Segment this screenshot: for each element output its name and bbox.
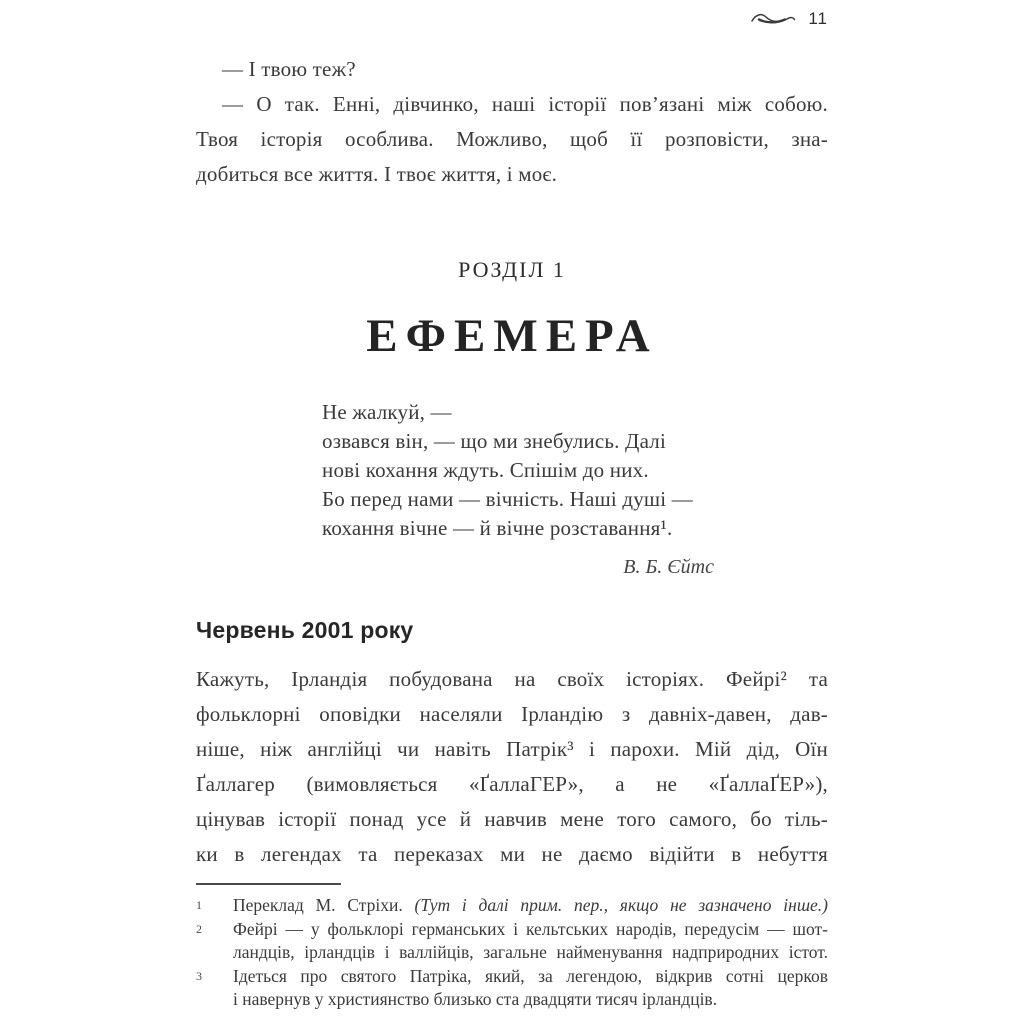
footnote-line: Фейрі — у фольклорі германських і кельтських народів, передусім — шот- — [233, 918, 828, 939]
footnote-marker: 1 — [196, 898, 202, 912]
footnote-marker: 3 — [196, 968, 202, 983]
footnote-marker: 2 — [196, 921, 202, 936]
dialogue-line: — І твою теж? — [222, 57, 356, 81]
body-line: Ґаллагер (вимовляється «ҐаллаГЕР», а не «ҐаллаҐЕР»), — [196, 772, 828, 796]
dialogue-line: Твоя історія особлива. Можливо, щоб її розповісти, зна- — [196, 127, 828, 151]
page-number: 11 — [808, 9, 828, 28]
dialogue-block — [196, 52, 828, 192]
footnote-text — [233, 918, 828, 965]
poem-line: Бо перед нами — вічність. Наші душі — — [322, 487, 693, 511]
dialogue-line: добиться все життя. І твоє життя, і моє. — [196, 162, 558, 186]
page-content — [196, 0, 828, 1012]
poem-line: кохання вічне — й вічне розставання¹. — [322, 516, 673, 540]
body-line: ніше, ніж англійці чи навіть Патрік³ і парохи. Мій дід, Оїн — [196, 737, 828, 761]
footnote-line: ландців, ірландців і валлійців, загальне найменування надприродних істот. — [233, 942, 828, 962]
footnote-text — [233, 965, 828, 1012]
poem-attribution: В. Б. Єйтс — [623, 556, 714, 578]
footnote-text-italic: (Тут і далі прим. пер., якщо не зазначено інше.) — [414, 895, 829, 915]
footnote-text-normal: Переклад М. Стріхи. — [233, 895, 415, 915]
dialogue-line: — О так. Енні, дівчинко, наші історії пов’язані між собою. — [222, 92, 828, 116]
body-line: Кажуть, Ірландія побудована на своїх історіях. Фейрі² та — [196, 667, 828, 691]
body-paragraph — [196, 662, 828, 872]
poem-line: нові кохання ждуть. Спішім до них. — [322, 458, 649, 482]
poem-line: Не жалкуй, — — [322, 400, 452, 424]
footnote-line: і навернув у християнство близько ста двадцяти тисяч ірландців. — [233, 989, 718, 1009]
footnote-text — [233, 894, 828, 918]
body-line: фольклорні оповідки населяли Ірландію з давніх-давен, дав- — [196, 702, 828, 726]
footnote-separator — [196, 883, 341, 885]
chapter-number: РОЗДІЛ 1 — [458, 257, 566, 282]
footnote-item — [196, 965, 828, 1012]
chapter-title: ЕФЕМЕРА — [366, 310, 658, 362]
poem-line: озвався він, — що ми знебулись. Далі — [322, 429, 666, 453]
footnote-item — [196, 918, 828, 965]
epigraph — [322, 398, 714, 579]
body-line: цінував історії понад усе й навчив мене того самого, бо тіль- — [196, 807, 828, 831]
footnote-item — [196, 894, 828, 918]
footnote-line: Ідеться про святого Патріка, який, за легендою, відкрив сотні церков — [233, 965, 828, 986]
section-heading: Червень 2001 року — [196, 617, 414, 643]
footnotes — [196, 894, 828, 1012]
body-line: ки в легендах та переказах ми не даємо відійти в небуття — [196, 842, 828, 866]
